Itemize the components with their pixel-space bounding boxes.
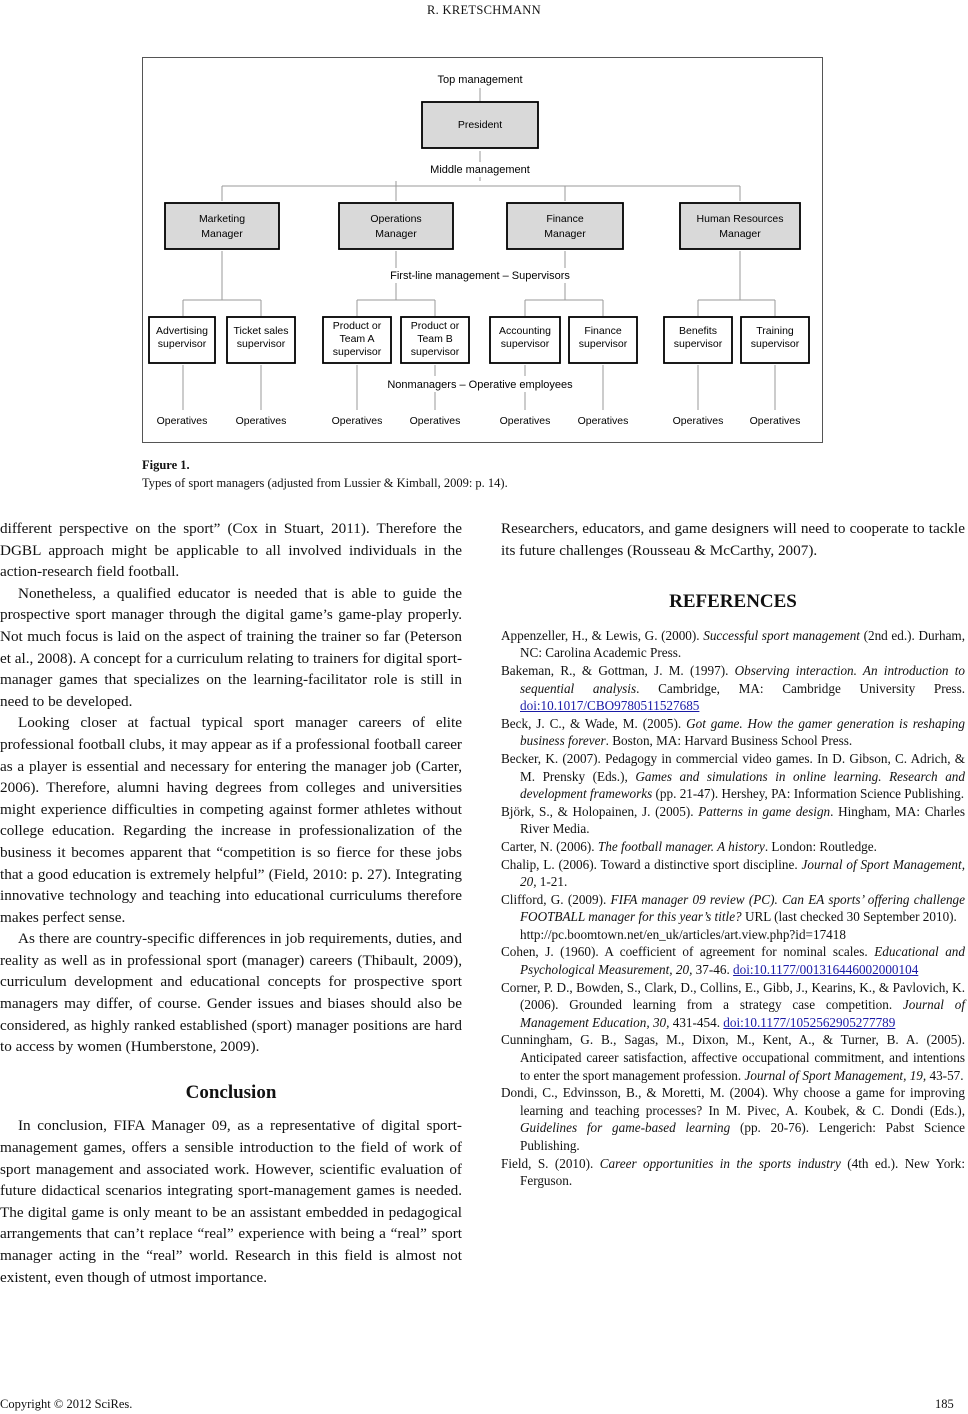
product-team-a-supervisor-box <box>323 317 391 363</box>
reference-text: . Cambridge, MA: Cambridge University Press. <box>636 680 965 696</box>
org-chart-figure <box>142 57 823 443</box>
operatives-label: Operatives <box>499 415 551 427</box>
manager-line1: Operations <box>370 213 422 225</box>
finance-supervisor-box <box>569 317 637 363</box>
reference-text: Carter, N. (2006). <box>501 838 598 854</box>
reference-text: Field, S. (2010). <box>501 1155 600 1171</box>
supervisor-line: Advertising <box>156 325 208 337</box>
reference-item <box>501 803 965 838</box>
references-heading: REFERENCES <box>669 591 797 613</box>
body-paragraph: different perspective on the sport” (Cox in Stuart, 2011). Therefore the DGBL approach might be applicable to all involved individuals in the action-research field football. <box>0 520 462 581</box>
level-middle-management: Middle management <box>430 164 530 176</box>
reference-text: . Boston, MA: Harvard Business School Press. <box>605 733 853 749</box>
reference-text: 1-21. <box>536 874 568 890</box>
reference-title: Games and simulations in online learning. Research and development frameworks <box>520 768 965 802</box>
doi-link[interactable]: doi:10.1017/CBO9780511527685 <box>520 698 700 714</box>
manager-line2: Manager <box>544 228 586 240</box>
reference-item <box>501 838 965 856</box>
reference-title: Patterns in game design <box>698 803 831 819</box>
training-supervisor-box <box>741 317 809 363</box>
reference-item <box>501 662 965 715</box>
reference-item <box>501 1031 965 1084</box>
body-paragraph: Researchers, educators, and game designers will need to cooperate to tackle its future challenges (Rousseau & McCarthy, 2007). <box>501 520 965 559</box>
reference-title: Journal of Sport Management, 19, <box>744 1067 927 1083</box>
marketing-manager-box <box>165 203 279 249</box>
page-number: 185 <box>935 1397 954 1411</box>
reference-item <box>501 750 965 803</box>
body-paragraph: As there are country-specific differences in job requirements, duties, and reality as well as in professional sport (manager) careers (Thibault, 2009), curriculum development and educational concepts for prospective sport managers may differ, of course. Gender issues and biases should also be considered, as highly ranked established (sport) manager positions are hard to access by women (Humberstone, 2009). <box>0 930 462 1056</box>
operatives-label: Operatives <box>577 415 629 427</box>
reference-text: Becker, K. (2007). Pedagogy in commercial video games. In D. Gibson, C. Adrich, & M. Prensky (Eds.), <box>501 750 965 784</box>
supervisor-line: Product or <box>410 320 460 332</box>
operatives-label: Operatives <box>156 415 208 427</box>
supervisor-line: supervisor <box>332 346 382 358</box>
hr-manager-box <box>680 203 800 249</box>
reference-text: 431-454. <box>669 1014 724 1030</box>
org-chart-diagram <box>143 58 824 444</box>
reference-text: 43-57. <box>926 1067 964 1083</box>
reference-item <box>501 1084 965 1154</box>
supervisor-line: Benefits <box>679 325 717 337</box>
reference-item <box>501 627 965 662</box>
reference-item <box>501 1155 965 1190</box>
benefits-supervisor-box <box>664 317 732 363</box>
reference-item <box>501 715 965 750</box>
level-top-management: Top management <box>437 74 523 86</box>
reference-text: (4th ed.). New York: Ferguson. <box>520 1155 965 1189</box>
operatives-label: Operatives <box>331 415 383 427</box>
reference-title: Observing interaction. An introduction to sequential analysis <box>520 662 965 696</box>
reference-title: Career opportunities in the sports industry <box>599 1155 841 1171</box>
operations-manager-box <box>339 203 453 249</box>
left-column <box>0 518 462 1288</box>
advertising-supervisor-box <box>149 317 215 363</box>
manager-line2: Manager <box>375 228 417 240</box>
reference-item <box>501 891 965 944</box>
operatives-label: Operatives <box>749 415 801 427</box>
reference-text: (pp. 20-76). Lengerich: Pabst Science Publishing. <box>520 1120 966 1153</box>
finance-manager-box <box>507 203 623 249</box>
manager-line2: Manager <box>719 228 761 240</box>
body-paragraph: Nonetheless, a qualified educator is needed that is able to guide the prospective sport manager through the digital game’s game-play properly. Not much focus is laid on the aspect of training the trainer so far (Peterson et al., 2008). A concept for a curriculum relating to trainers for digital sport-manager games that specializes on the learning-facilitator role is still in need to be developed. <box>0 584 462 710</box>
product-team-b-supervisor-box <box>401 317 469 363</box>
supervisor-line: supervisor <box>500 338 550 350</box>
reference-title: Journal of Management Education, 30, <box>520 997 965 1030</box>
reference-title: Guidelines for game-based learning <box>520 1120 731 1136</box>
level-first-line-management: First-line management – Supervisors <box>390 270 570 282</box>
reference-item <box>501 943 965 978</box>
supervisor-line: Team B <box>417 333 453 345</box>
body-paragraph: In conclusion, FIFA Manager 09, as a representative of digital sport-management games, offers a sensible introduction to the field of work of sport management and associated work. However, scientific evaluation of future didactical scenarios integrating sport-management games is needed. The digital game is only meant to be an assistant embedded in pedagogical arrangements that can’t replace “real” experience with being a “real” sport manager acting in the “real” world. Research in this field is almost not existent, even though of utmost importance. <box>0 1117 462 1286</box>
reference-text: . London: Routledge. <box>764 838 877 854</box>
conclusion-heading: Conclusion <box>185 1081 277 1103</box>
reference-title: Educational and Psychological Measurement, 20, <box>520 944 965 978</box>
manager-line2: Manager <box>201 228 243 240</box>
supervisor-line: Ticket sales <box>233 325 289 337</box>
reference-text: Appenzeller, H., & Lewis, G. (2000). <box>501 627 704 643</box>
reference-list <box>501 627 965 1190</box>
right-column <box>501 518 965 1190</box>
president-box <box>422 102 538 148</box>
reference-title: FIFA manager 09 review (PC). Can EA sports’ offering challenge FOOTBALL manager for this year’s title? <box>520 891 965 925</box>
reference-url: http://pc.boomtown.net/en_uk/articles/art.view.php?id=17418 <box>520 926 846 942</box>
supervisor-line: supervisor <box>157 338 207 350</box>
supervisor-line: Team A <box>339 333 375 345</box>
reference-text: Björk, S., & Holopainen, J. (2005). <box>501 803 699 819</box>
operatives-label: Operatives <box>409 415 461 427</box>
reference-text: Dondi, C., Edvinsson, B., & Moretti, M. (2004). Why choose a game for improving learning and teaching processes? In M. Pivec, A. Koubek, & C. Dondi (Eds.), <box>501 1085 965 1118</box>
manager-line1: Finance <box>546 213 584 225</box>
reference-item <box>501 979 965 1032</box>
reference-text: Clifford, G. (2009). <box>501 891 611 907</box>
reference-title: The football manager. A history <box>597 838 765 854</box>
reference-title: Journal of Sport Management, 20, <box>520 856 965 890</box>
supervisor-line: supervisor <box>578 338 628 350</box>
body-paragraph: Looking closer at factual typical sport manager careers of elite professional football clubs, it may appear as if a professional football career as a player is essential and necessary for entering the manager job (Carter, 2006). Therefore, alumni having degrees from colleges and universities might experience difficulties in competing against former athletes without college education. Regarding the increase in professionalization of the business it becomes apparent that “competition is so fierce for these jobs that a good education is extremely helpful” (Field, 2010: p. 27). Integrating innovative technology and teaching into educational curriculums therefore makes perfect sense. <box>0 714 462 926</box>
reference-text: 37-46. <box>692 962 734 978</box>
manager-line1: Marketing <box>198 213 246 225</box>
reference-text: Cunningham, G. B., Sagas, M., Dixon, M., Kent, A., & Turner, B. A. (2005). Anticipated career satisfaction, affective occupational commitment, and intentions to enter the sport management profession. <box>501 1032 965 1083</box>
reference-text: Beck, J. C., & Wade, M. (2005). <box>501 715 687 731</box>
reference-item <box>501 856 965 891</box>
supervisor-line: supervisor <box>236 338 286 350</box>
reference-text: Cohen, J. (1960). A coefficient of agreement for nominal scales. <box>501 944 875 960</box>
copyright-footer: Copyright © 2012 SciRes. <box>0 1397 133 1411</box>
reference-title: Successful sport management <box>703 627 860 643</box>
level-nonmanagers: Nonmanagers – Operative employees <box>387 379 573 391</box>
supervisor-line: Finance <box>584 325 622 337</box>
operatives-label: Operatives <box>672 415 724 427</box>
figure-caption-title: Figure 1. <box>142 458 190 472</box>
supervisor-line: supervisor <box>410 346 460 358</box>
reference-text: URL (last checked 30 September 2010). <box>741 909 957 925</box>
supervisor-line: Product or <box>332 320 382 332</box>
supervisor-line: Training <box>756 325 794 337</box>
operatives-label: Operatives <box>235 415 287 427</box>
accounting-supervisor-box <box>490 317 560 363</box>
running-head: R. KRETSCHMANN <box>427 3 541 17</box>
doi-link[interactable]: doi:10.1177/1052562905277789 <box>723 1014 896 1030</box>
reference-text: Chalip, L. (2006). Toward a distinctive sport discipline. <box>501 856 802 872</box>
reference-text: (pp. 21-47). Hershey, PA: Information Science Publishing. <box>652 786 965 802</box>
supervisor-line: supervisor <box>673 338 723 350</box>
president-label: President <box>457 119 503 131</box>
supervisor-line: Accounting <box>499 325 551 337</box>
reference-text: Corner, P. D., Bowden, S., Clark, D., Collins, E., Gibb, J., Kearins, K., & Pavlovich, K. (2006). Grounded learning from a strategy case competition. <box>501 979 965 1013</box>
reference-text: . Hingham, MA: Charles River Media. <box>520 803 965 837</box>
manager-line1: Human Resources <box>696 213 784 225</box>
ticket-sales-supervisor-box <box>227 317 295 363</box>
reference-text: (2nd ed.). Durham, NC: Carolina Academic Press. <box>520 627 965 661</box>
figure-caption-text: Types of sport managers (adjusted from Lussier & Kimball, 2009: p. 14). <box>142 476 508 490</box>
reference-text: Bakeman, R., & Gottman, J. M. (1997). <box>501 662 735 678</box>
doi-link[interactable]: doi:10.1177/001316446002000104 <box>733 962 919 978</box>
reference-title: Got game. How the gamer generation is reshaping business forever <box>520 715 965 749</box>
supervisor-line: supervisor <box>750 338 800 350</box>
